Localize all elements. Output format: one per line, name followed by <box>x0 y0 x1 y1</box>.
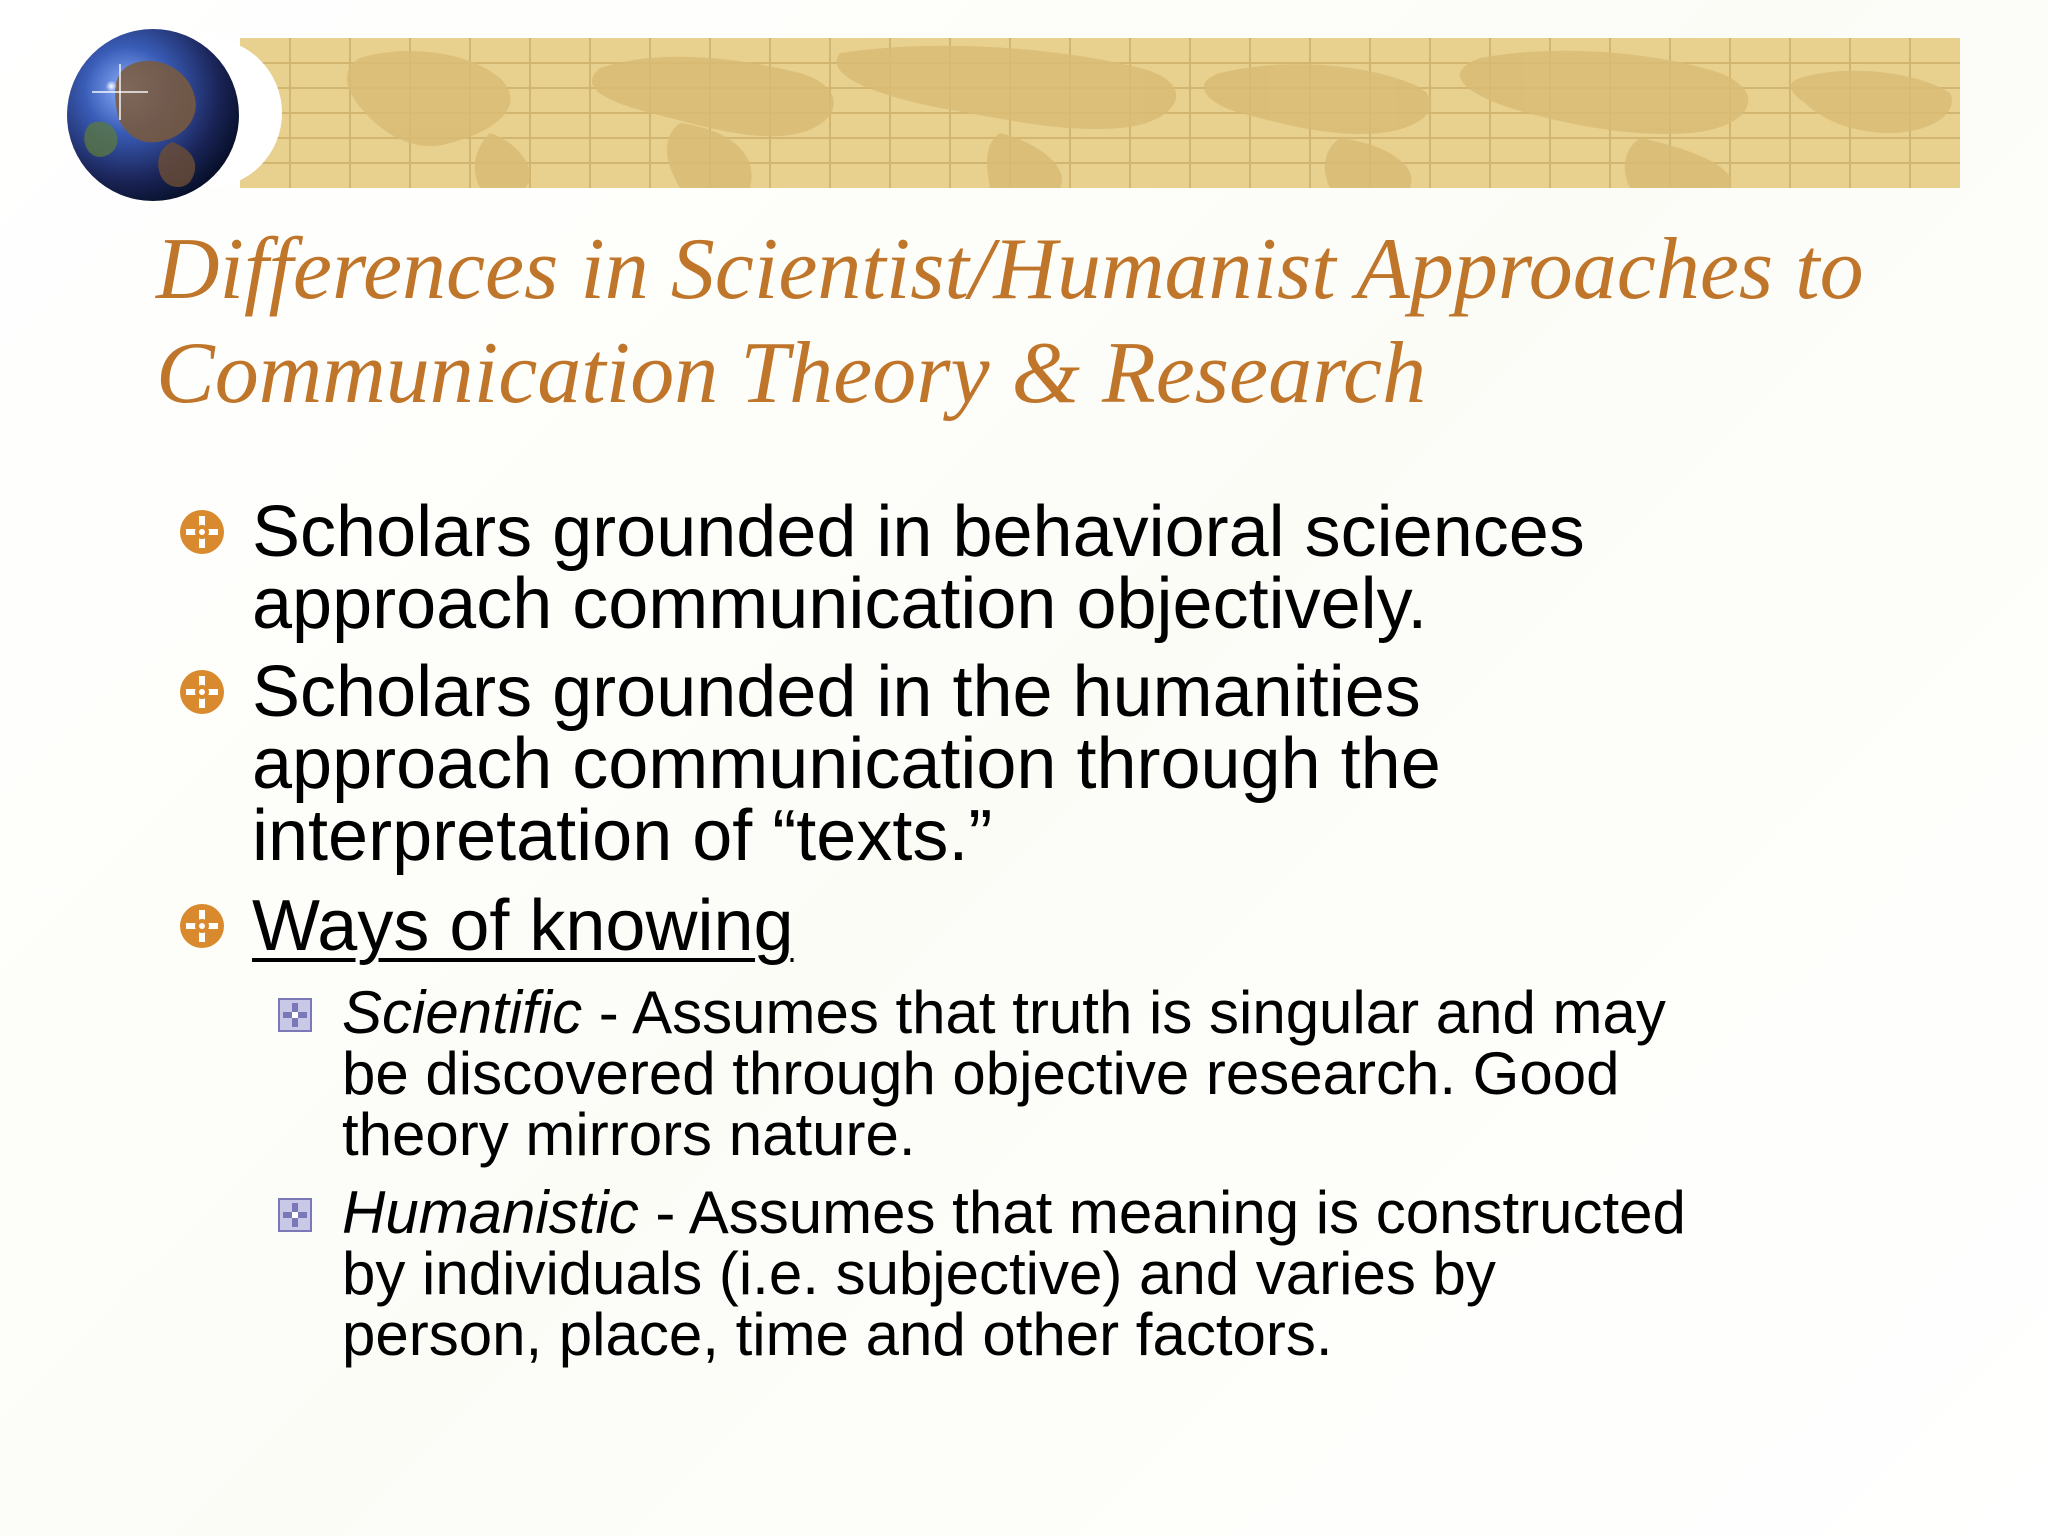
bullet-2-line-1: Scholars grounded in the humanities <box>252 652 1421 732</box>
bullet-1-line-1: Scholars grounded in behavioral sciences <box>252 492 1585 572</box>
square-cross-bullet-icon <box>278 998 312 1032</box>
bullet-2 <box>252 652 1992 876</box>
humanistic-line-1-text: - Assumes that meaning is constructed <box>638 1179 1686 1246</box>
sub-bullet-humanistic-line-1 <box>342 1179 2022 1246</box>
sub-bullet-humanistic <box>342 1179 2022 1368</box>
term-humanistic: Humanistic <box>342 1179 639 1246</box>
orange-cross-bullet-icon <box>178 902 226 950</box>
scientific-line-1-text: - Assumes that truth is singular and may <box>582 979 1666 1046</box>
term-scientific: Scientific <box>342 979 583 1046</box>
sub-bullet-scientific-line-2: be discovered through objective research. Good <box>342 1040 1620 1107</box>
square-cross-bullet-icon <box>278 1198 312 1232</box>
title-line-1: Differences in Scientist/Humanist Approaches to <box>156 221 1864 318</box>
sub-bullet-humanistic-line-3: person, place, time and other factors. <box>342 1301 1333 1368</box>
bullet-2-line-3: interpretation of “texts.” <box>252 796 993 876</box>
bullet-1-line-2: approach communication objectively. <box>252 564 1428 644</box>
sub-bullet-scientific-line-3: theory mirrors nature. <box>342 1101 916 1168</box>
bullet-2-line-2: approach communication through the <box>252 724 1441 804</box>
sub-bullet-humanistic-line-2: by individuals (i.e. subjective) and varies by <box>342 1240 1496 1307</box>
title-line-2: Communication Theory & Research <box>156 325 1427 422</box>
sub-bullet-scientific <box>342 979 2022 1168</box>
sub-bullet-scientific-line-1 <box>342 979 2022 1046</box>
bullet-3-line-1: Ways of knowing <box>252 886 794 966</box>
bullet-3 <box>252 886 1992 966</box>
orange-cross-bullet-icon <box>178 508 226 556</box>
orange-cross-bullet-icon <box>178 668 226 716</box>
bullet-1 <box>252 492 1992 644</box>
